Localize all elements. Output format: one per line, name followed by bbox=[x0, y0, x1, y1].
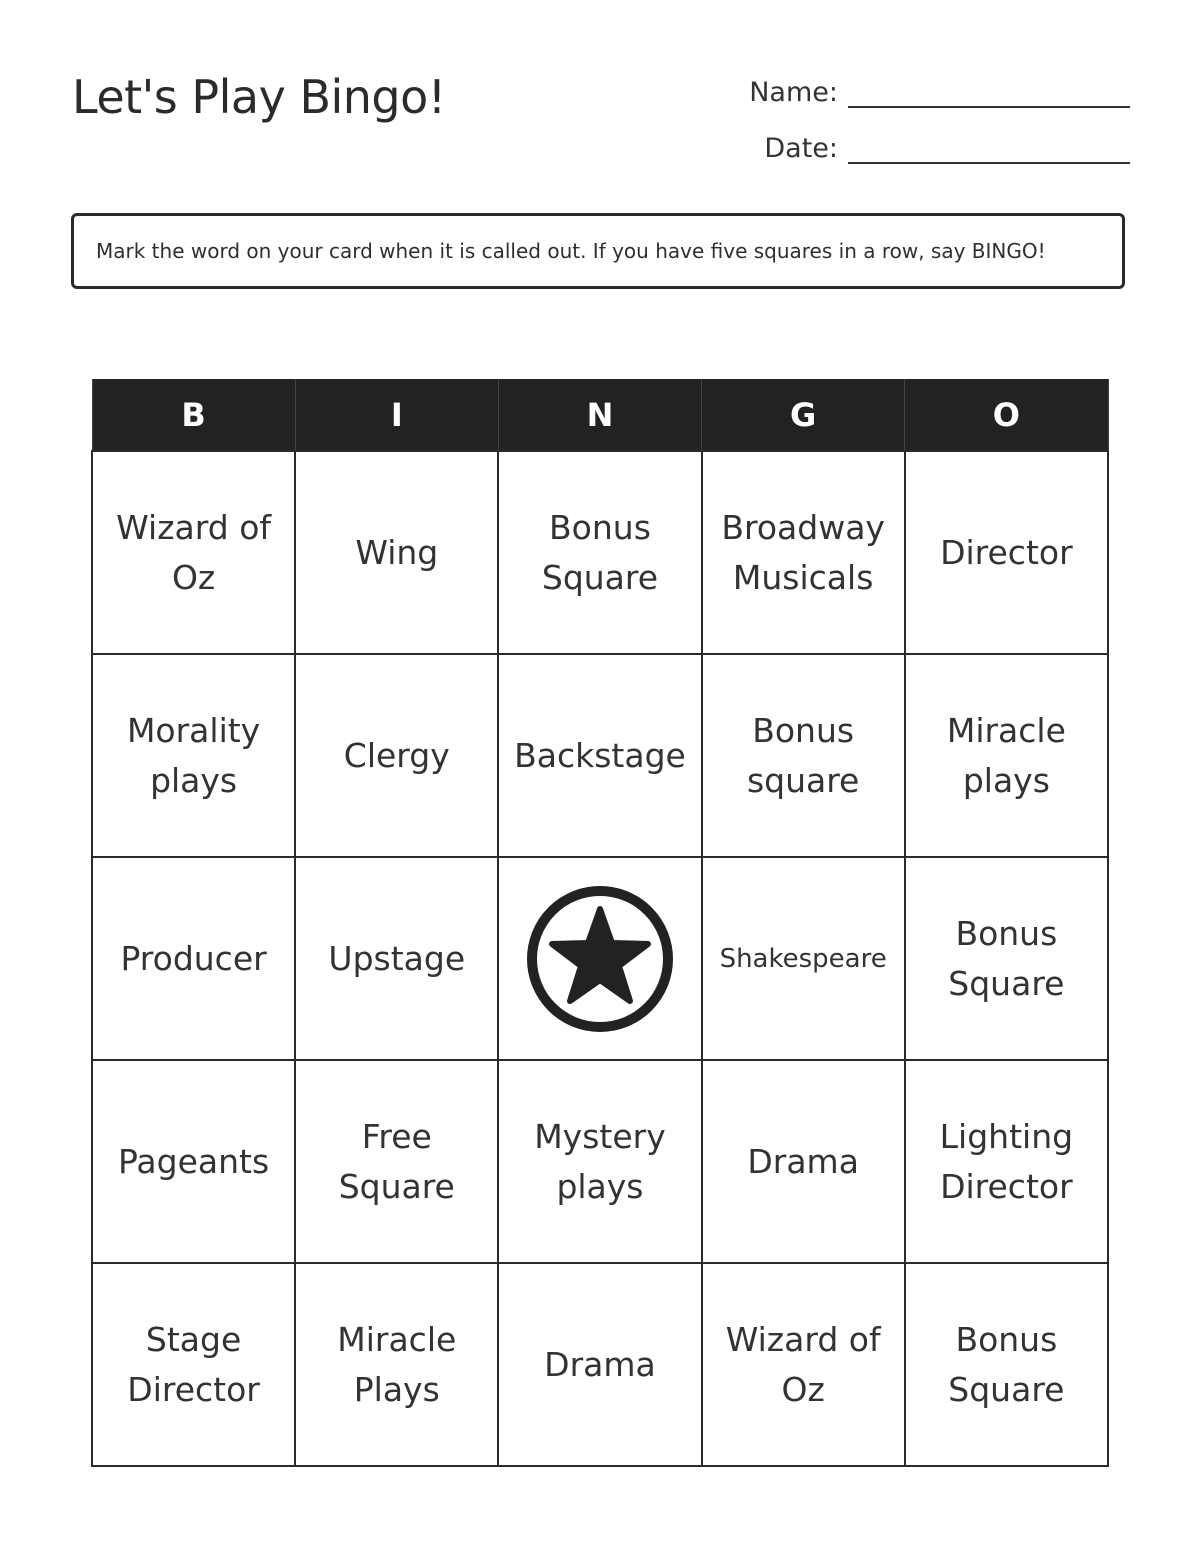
card-row bbox=[92, 654, 1108, 857]
header-row bbox=[92, 379, 1108, 451]
date-label: Date: bbox=[764, 133, 838, 164]
bingo-cell[interactable]: Morality plays bbox=[92, 654, 295, 857]
date-field[interactable] bbox=[848, 132, 1130, 164]
bingo-cell[interactable]: Wizard of Oz bbox=[92, 451, 295, 654]
name-label: Name: bbox=[749, 77, 838, 108]
instructions-box bbox=[71, 213, 1125, 289]
bingo-cell[interactable]: Clergy bbox=[295, 654, 498, 857]
name-field[interactable] bbox=[848, 76, 1130, 108]
header-g: G bbox=[702, 379, 905, 451]
bingo-cell[interactable]: Bonus Square bbox=[905, 857, 1108, 1060]
bingo-card bbox=[91, 379, 1109, 1467]
name-field-row bbox=[749, 76, 1130, 108]
bingo-cell[interactable]: Free Square bbox=[295, 1060, 498, 1263]
header-n: N bbox=[498, 379, 701, 451]
bingo-cell[interactable]: Bonus Square bbox=[905, 1263, 1108, 1466]
bingo-cell[interactable]: Broadway Musicals bbox=[702, 451, 905, 654]
bingo-cell[interactable]: Backstage bbox=[498, 654, 701, 857]
card-row bbox=[92, 1060, 1108, 1263]
header-i: I bbox=[295, 379, 498, 451]
bingo-cell[interactable]: Miracle plays bbox=[905, 654, 1108, 857]
bingo-cell[interactable]: Drama bbox=[498, 1263, 701, 1466]
bingo-cell[interactable]: Lighting Director bbox=[905, 1060, 1108, 1263]
date-field-row bbox=[764, 132, 1130, 164]
card-row bbox=[92, 1263, 1108, 1466]
bingo-cell[interactable]: Mystery plays bbox=[498, 1060, 701, 1263]
card-row bbox=[92, 451, 1108, 654]
free-space-cell[interactable] bbox=[498, 857, 701, 1060]
header-b: B bbox=[92, 379, 295, 451]
card-row bbox=[92, 857, 1108, 1060]
bingo-cell[interactable]: Bonus square bbox=[702, 654, 905, 857]
bingo-cell[interactable]: Shakespeare bbox=[702, 857, 905, 1060]
bingo-cell[interactable]: Upstage bbox=[295, 857, 498, 1060]
bingo-cell[interactable]: Bonus Square bbox=[498, 451, 701, 654]
bingo-cell[interactable]: Wizard of Oz bbox=[702, 1263, 905, 1466]
bingo-cell[interactable]: Drama bbox=[702, 1060, 905, 1263]
bingo-cell[interactable]: Director bbox=[905, 451, 1108, 654]
instructions-text: Mark the word on your card when it is called out. If you have five squares in a row, say BINGO! bbox=[96, 239, 1046, 263]
star-circle-icon bbox=[525, 884, 675, 1034]
bingo-cell[interactable]: Producer bbox=[92, 857, 295, 1060]
bingo-cell[interactable]: Stage Director bbox=[92, 1263, 295, 1466]
header-o: O bbox=[905, 379, 1108, 451]
bingo-cell[interactable]: Wing bbox=[295, 451, 498, 654]
bingo-cell[interactable]: Miracle Plays bbox=[295, 1263, 498, 1466]
bingo-cell[interactable]: Pageants bbox=[92, 1060, 295, 1263]
page-title: Let's Play Bingo! bbox=[72, 70, 446, 124]
